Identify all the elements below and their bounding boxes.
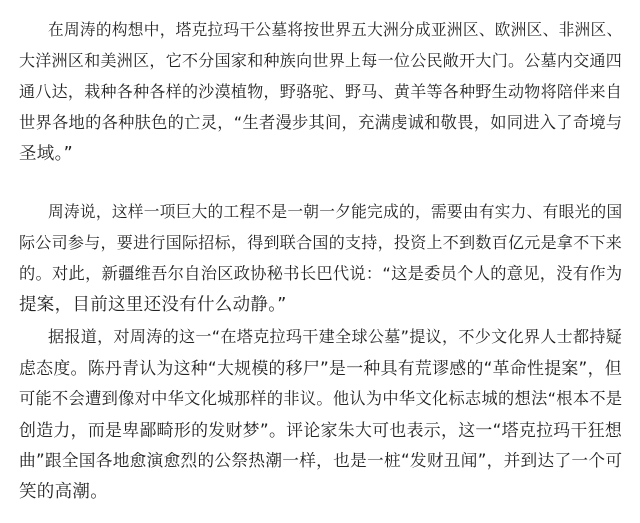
text-line: 的。对此，新疆维吾尔自治区政协秘书长巴代说：“这是委员个人的意见，没有作为	[19, 264, 623, 283]
text-line: 通八达，栽种各种各样的沙漠植物，野骆驼、野马、黄羊等各种野生动物将陪伴来自	[19, 82, 623, 101]
text-line: 世界各地的各种肤色的亡灵，“生者漫步其间，充满虔诚和敬畏，如同进入了奇境与	[19, 113, 623, 132]
text-line: 曲”跟全国各地愈演愈烈的公祭热潮一样，也是一桩“发财丑闻”，并到达了一个可	[19, 451, 623, 470]
text-line: 创造力，而是卑鄙畸形的发财梦”。评论家朱大可也表示，这一“塔克拉玛干狂想	[19, 420, 623, 440]
text-line: 周涛说，这样一项巨大的工程不是一朝一夕能完成的，需要由有实力、有眼光的国	[48, 202, 623, 221]
text-line: 大洋洲区和美洲区，它不分国家和种族向世界上每一位公民敞开大门。公墓内交通四	[19, 51, 623, 70]
text-line: 笑的高潮。	[19, 482, 108, 502]
text-line: 可能不会遭到像对中华文化城那样的非议。他认为中华文化标志城的想法“根本不是	[19, 389, 623, 408]
text-line: 圣域。”	[19, 144, 74, 164]
text-line: 提案，目前这里还没有什么动静。”	[19, 295, 287, 315]
text-line: 据报道，对周涛的这一“在塔克拉玛干建全球公墓”提议，不少文化界人士都持疑	[48, 327, 623, 346]
text-line: 际公司参与，要进行国际招标，得到联合国的支持，投资上不到数百亿元是拿不下来	[19, 233, 623, 252]
text-line: 在周涛的构想中，塔克拉玛干公墓将按世界五大洲分成亚洲区、欧洲区、非洲区、	[48, 20, 623, 39]
text-line: 虑态度。陈丹青认为这种“大规模的移尸”是一种具有荒谬感的“革命性提案”，但	[19, 358, 622, 378]
